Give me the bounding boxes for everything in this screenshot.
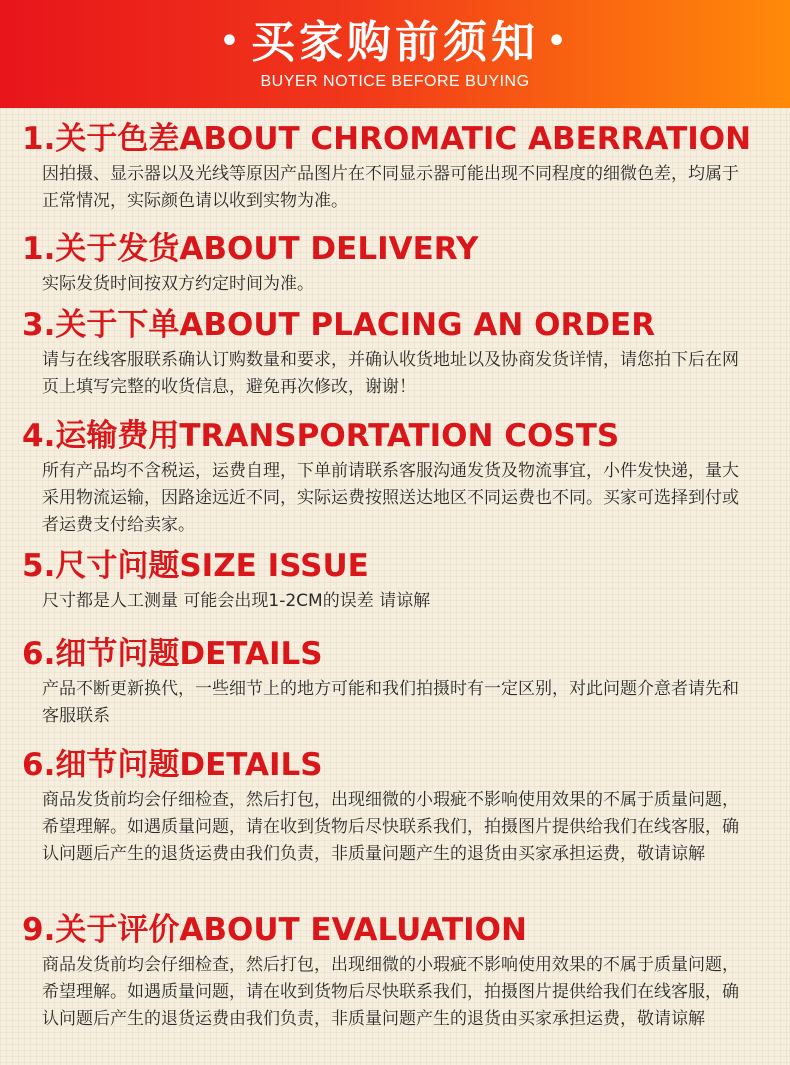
section-evaluation xyxy=(22,910,762,1033)
section-heading: 4.运输费用TRANSPORTATION COSTS xyxy=(22,418,620,454)
header-banner xyxy=(0,0,790,108)
section-size-issue xyxy=(22,546,762,615)
section-details-2 xyxy=(22,745,762,868)
page-subtitle: BUYER NOTICE BEFORE BUYING xyxy=(260,73,530,90)
section-heading: 6.细节问题DETAILS xyxy=(22,747,323,783)
section-body: 请与在线客服联系确认订购数量和要求，并确认收货地址以及协商发货详情，请您拍下后在网页上填写完整的收货信息，避免再次修改，谢谢！ xyxy=(42,350,739,397)
page-title xyxy=(0,14,790,71)
page-title-text: 买家购前须知 xyxy=(251,17,539,68)
section-details-1 xyxy=(22,634,762,730)
section-body: 因拍摄、显示器以及光线等原因产品图片在不同显示器可能出现不同程度的细微色差，均属于正常情况，实际颜色请以收到实物为准。 xyxy=(42,164,739,211)
section-body: 所有产品均不含税运，运费自理，下单前请联系客服沟通发货及物流事宜，小件发快递，量大采用物流运输，因路途远近不同，实际运费按照送达地区不同运费也不同。买家可选择到付或者运费支付给卖家。 xyxy=(42,461,739,535)
section-transportation-costs xyxy=(22,416,762,539)
section-heading: 9.关于评价ABOUT EVALUATION xyxy=(22,912,527,948)
section-heading: 3.关于下单ABOUT PLACING AN ORDER xyxy=(22,307,656,343)
section-chromatic-aberration xyxy=(22,119,762,215)
section-heading: 6.细节问题DETAILS xyxy=(22,636,323,672)
section-body: 产品不断更新换代，一些细节上的地方可能和我们拍摄时有一定区别，对此问题介意者请先和客服联系 xyxy=(42,679,739,726)
section-body: 商品发货前均会仔细检查，然后打包，出现细微的小瑕疵不影响使用效果的不属于质量问题，希望理解。如遇质量问题，请在收到货物后尽快联系我们，拍摄图片提供给我们在线客服，确认问题后产生的退货运费由我们负责，非质量问题产生的退货由买家承担运费，敬请谅解 xyxy=(42,790,739,864)
bullet-left: • xyxy=(219,24,243,59)
bullet-right: • xyxy=(547,24,571,59)
section-body: 商品发货前均会仔细检查，然后打包，出现细微的小瑕疵不影响使用效果的不属于质量问题，希望理解。如遇质量问题，请在收到货物后尽快联系我们，拍摄图片提供给我们在线客服，确认问题后产生的退货运费由我们负责，非质量问题产生的退货由买家承担运费，敬请谅解 xyxy=(42,955,739,1029)
section-heading: 1.关于发货ABOUT DELIVERY xyxy=(22,231,479,267)
section-heading: 5.尺寸问题SIZE ISSUE xyxy=(22,548,369,584)
section-placing-order xyxy=(22,305,762,401)
section-body: 尺寸都是人工测量 可能会出现1-2CM的误差 请谅解 xyxy=(42,591,431,611)
section-delivery xyxy=(22,229,762,298)
section-body: 实际发货时间按双方约定时间为准。 xyxy=(42,274,314,294)
section-heading: 1.关于色差ABOUT CHROMATIC ABERRATION xyxy=(22,121,752,157)
